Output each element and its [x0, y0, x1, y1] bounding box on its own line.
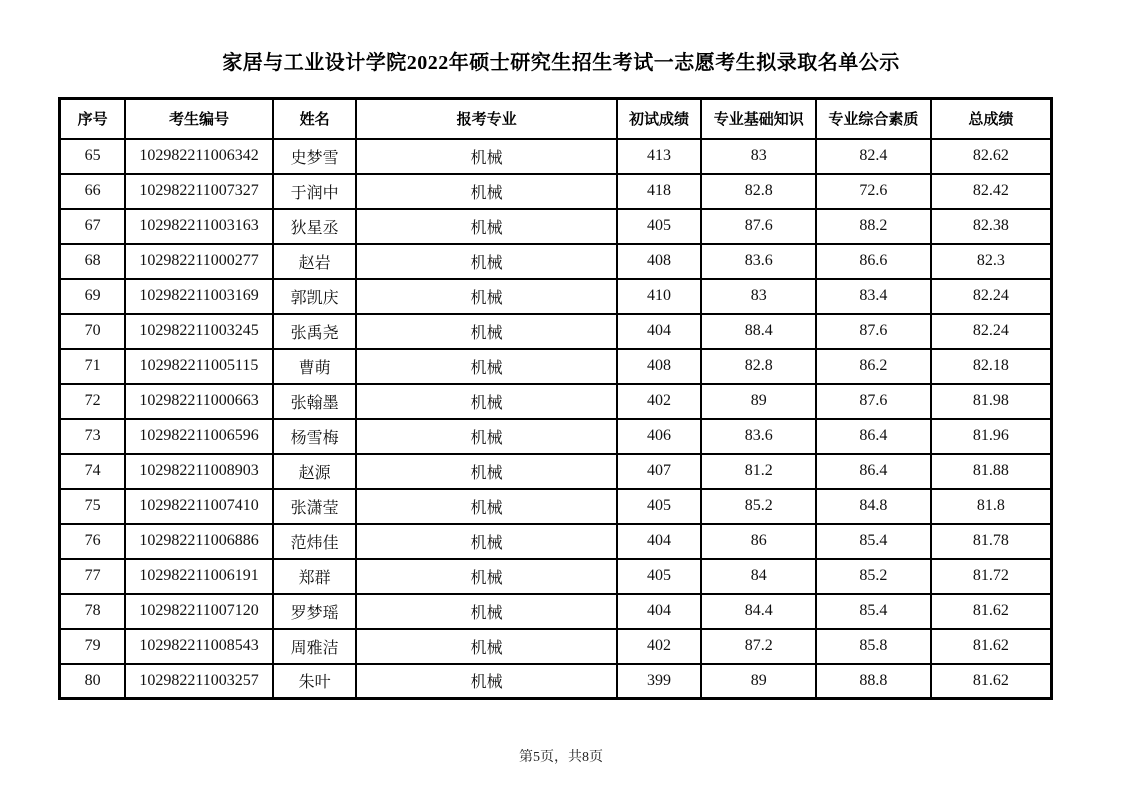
table-row	[60, 139, 1052, 174]
cell-initial-score: 407	[617, 454, 702, 489]
column-header-basic-knowledge: 专业基础知识	[701, 99, 816, 139]
cell-basic-knowledge: 86	[701, 524, 816, 559]
cell-initial-score: 402	[617, 384, 702, 419]
table-row	[60, 489, 1052, 524]
cell-major: 机械	[356, 489, 616, 524]
cell-basic-knowledge: 83	[701, 139, 816, 174]
cell-total-score: 81.62	[931, 629, 1052, 664]
cell-candidate-id: 102982211007327	[125, 174, 273, 209]
table-row	[60, 524, 1052, 559]
cell-index: 76	[60, 524, 126, 559]
cell-comprehensive-quality: 83.4	[816, 279, 931, 314]
cell-major: 机械	[356, 244, 616, 279]
cell-comprehensive-quality: 86.4	[816, 419, 931, 454]
cell-total-score: 81.78	[931, 524, 1052, 559]
cell-major: 机械	[356, 139, 616, 174]
cell-total-score: 81.62	[931, 594, 1052, 629]
cell-initial-score: 413	[617, 139, 702, 174]
cell-index: 69	[60, 279, 126, 314]
cell-name: 郑群	[273, 559, 357, 594]
cell-major: 机械	[356, 524, 616, 559]
cell-candidate-id: 102982211000277	[125, 244, 273, 279]
table-body	[60, 139, 1052, 699]
cell-comprehensive-quality: 86.4	[816, 454, 931, 489]
cell-initial-score: 408	[617, 244, 702, 279]
cell-basic-knowledge: 88.4	[701, 314, 816, 349]
cell-basic-knowledge: 83	[701, 279, 816, 314]
cell-basic-knowledge: 83.6	[701, 244, 816, 279]
cell-comprehensive-quality: 85.4	[816, 524, 931, 559]
cell-total-score: 82.18	[931, 349, 1052, 384]
cell-basic-knowledge: 82.8	[701, 174, 816, 209]
cell-comprehensive-quality: 72.6	[816, 174, 931, 209]
cell-total-score: 81.96	[931, 419, 1052, 454]
cell-candidate-id: 102982211006191	[125, 559, 273, 594]
cell-total-score: 81.98	[931, 384, 1052, 419]
cell-initial-score: 404	[617, 594, 702, 629]
cell-comprehensive-quality: 85.4	[816, 594, 931, 629]
table-row	[60, 174, 1052, 209]
cell-name: 郭凯庆	[273, 279, 357, 314]
cell-major: 机械	[356, 279, 616, 314]
cell-index: 72	[60, 384, 126, 419]
cell-candidate-id: 102982211003245	[125, 314, 273, 349]
page-footer: 第5页，共8页	[519, 750, 603, 765]
cell-candidate-id: 102982211008903	[125, 454, 273, 489]
admission-table	[58, 97, 1053, 700]
cell-index: 67	[60, 209, 126, 244]
cell-major: 机械	[356, 419, 616, 454]
cell-comprehensive-quality: 86.2	[816, 349, 931, 384]
table-row	[60, 384, 1052, 419]
table-header	[60, 99, 1052, 139]
table-row	[60, 419, 1052, 454]
cell-comprehensive-quality: 82.4	[816, 139, 931, 174]
cell-index: 70	[60, 314, 126, 349]
cell-initial-score: 405	[617, 559, 702, 594]
cell-index: 71	[60, 349, 126, 384]
cell-initial-score: 418	[617, 174, 702, 209]
cell-basic-knowledge: 84.4	[701, 594, 816, 629]
cell-total-score: 81.62	[931, 664, 1052, 699]
table-row	[60, 664, 1052, 699]
cell-total-score: 82.38	[931, 209, 1052, 244]
cell-name: 罗梦瑶	[273, 594, 357, 629]
cell-candidate-id: 102982211005115	[125, 349, 273, 384]
cell-major: 机械	[356, 174, 616, 209]
cell-candidate-id: 102982211007120	[125, 594, 273, 629]
cell-candidate-id: 102982211006596	[125, 419, 273, 454]
cell-major: 机械	[356, 454, 616, 489]
cell-total-score: 81.88	[931, 454, 1052, 489]
cell-basic-knowledge: 84	[701, 559, 816, 594]
cell-initial-score: 408	[617, 349, 702, 384]
cell-comprehensive-quality: 88.8	[816, 664, 931, 699]
cell-name: 赵源	[273, 454, 357, 489]
cell-name: 史梦雪	[273, 139, 357, 174]
cell-major: 机械	[356, 559, 616, 594]
cell-basic-knowledge: 82.8	[701, 349, 816, 384]
cell-name: 杨雪梅	[273, 419, 357, 454]
cell-candidate-id: 102982211000663	[125, 384, 273, 419]
table-row	[60, 629, 1052, 664]
cell-name: 于润中	[273, 174, 357, 209]
cell-comprehensive-quality: 84.8	[816, 489, 931, 524]
cell-candidate-id: 102982211006886	[125, 524, 273, 559]
cell-index: 80	[60, 664, 126, 699]
cell-name: 张禹尧	[273, 314, 357, 349]
cell-initial-score: 405	[617, 489, 702, 524]
cell-index: 78	[60, 594, 126, 629]
table-row	[60, 314, 1052, 349]
cell-total-score: 82.24	[931, 314, 1052, 349]
table-row	[60, 349, 1052, 384]
cell-index: 65	[60, 139, 126, 174]
cell-major: 机械	[356, 629, 616, 664]
cell-major: 机械	[356, 314, 616, 349]
cell-initial-score: 402	[617, 629, 702, 664]
cell-basic-knowledge: 89	[701, 664, 816, 699]
table-row	[60, 209, 1052, 244]
cell-index: 73	[60, 419, 126, 454]
cell-basic-knowledge: 87.2	[701, 629, 816, 664]
column-header-name: 姓名	[273, 99, 357, 139]
cell-total-score: 81.8	[931, 489, 1052, 524]
cell-basic-knowledge: 87.6	[701, 209, 816, 244]
cell-total-score: 82.62	[931, 139, 1052, 174]
cell-name: 赵岩	[273, 244, 357, 279]
cell-major: 机械	[356, 209, 616, 244]
cell-total-score: 82.42	[931, 174, 1052, 209]
table-header-row	[60, 99, 1052, 139]
cell-candidate-id: 102982211008543	[125, 629, 273, 664]
cell-name: 曹萌	[273, 349, 357, 384]
column-header-initial-score: 初试成绩	[617, 99, 702, 139]
cell-basic-knowledge: 85.2	[701, 489, 816, 524]
cell-basic-knowledge: 89	[701, 384, 816, 419]
cell-major: 机械	[356, 349, 616, 384]
cell-index: 79	[60, 629, 126, 664]
cell-major: 机械	[356, 384, 616, 419]
cell-candidate-id: 102982211003163	[125, 209, 273, 244]
cell-index: 74	[60, 454, 126, 489]
cell-comprehensive-quality: 85.2	[816, 559, 931, 594]
cell-initial-score: 405	[617, 209, 702, 244]
cell-index: 75	[60, 489, 126, 524]
cell-initial-score: 399	[617, 664, 702, 699]
cell-name: 张潇莹	[273, 489, 357, 524]
cell-comprehensive-quality: 88.2	[816, 209, 931, 244]
table-row	[60, 279, 1052, 314]
cell-total-score: 82.24	[931, 279, 1052, 314]
page-title: 家居与工业设计学院2022年硕士研究生招生考试一志愿考生拟录取名单公示	[222, 52, 900, 74]
cell-initial-score: 410	[617, 279, 702, 314]
cell-candidate-id: 102982211003169	[125, 279, 273, 314]
cell-name: 狄星丞	[273, 209, 357, 244]
table-row	[60, 594, 1052, 629]
admission-table-container	[58, 97, 1053, 700]
column-header-index: 序号	[60, 99, 126, 139]
table-row	[60, 559, 1052, 594]
cell-name: 范炜佳	[273, 524, 357, 559]
cell-index: 66	[60, 174, 126, 209]
table-row	[60, 244, 1052, 279]
cell-candidate-id: 102982211003257	[125, 664, 273, 699]
cell-major: 机械	[356, 664, 616, 699]
cell-index: 68	[60, 244, 126, 279]
cell-total-score: 82.3	[931, 244, 1052, 279]
column-header-total-score: 总成绩	[931, 99, 1052, 139]
cell-basic-knowledge: 83.6	[701, 419, 816, 454]
cell-basic-knowledge: 81.2	[701, 454, 816, 489]
cell-comprehensive-quality: 85.8	[816, 629, 931, 664]
cell-index: 77	[60, 559, 126, 594]
cell-initial-score: 404	[617, 314, 702, 349]
cell-name: 朱叶	[273, 664, 357, 699]
column-header-major: 报考专业	[356, 99, 616, 139]
cell-name: 周雅洁	[273, 629, 357, 664]
cell-initial-score: 406	[617, 419, 702, 454]
column-header-candidate-id: 考生编号	[125, 99, 273, 139]
cell-name: 张翰墨	[273, 384, 357, 419]
cell-comprehensive-quality: 87.6	[816, 384, 931, 419]
cell-major: 机械	[356, 594, 616, 629]
cell-initial-score: 404	[617, 524, 702, 559]
cell-candidate-id: 102982211007410	[125, 489, 273, 524]
table-row	[60, 454, 1052, 489]
cell-comprehensive-quality: 87.6	[816, 314, 931, 349]
cell-comprehensive-quality: 86.6	[816, 244, 931, 279]
cell-candidate-id: 102982211006342	[125, 139, 273, 174]
column-header-comprehensive-quality: 专业综合素质	[816, 99, 931, 139]
cell-total-score: 81.72	[931, 559, 1052, 594]
